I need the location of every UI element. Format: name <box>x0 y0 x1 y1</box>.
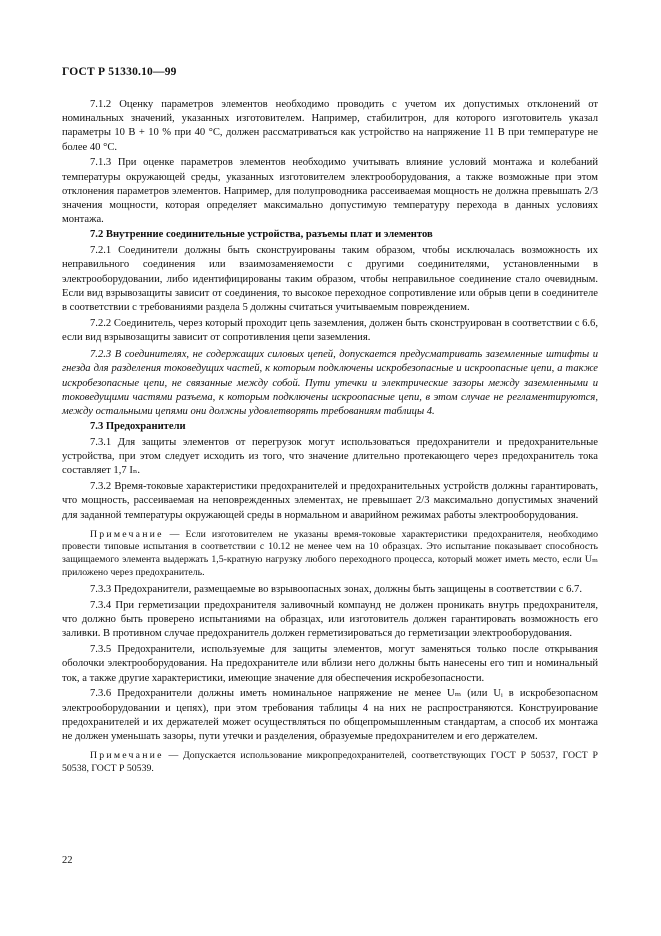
paragraph: 7.1.3 При оценке параметров элементов необходимо учитывать влияние условий монтажа и колебаний температуры окружающей среды, указанных изготовителем электрооборудования, а также возможные при этом отклонения параметров элементов. Например, для полупроводника рассеиваемая мощность не должна превышать 2/3 значения мощности, которая определяет максимально допустимую температуру перехода в данных условиях монтажа. <box>62 157 598 226</box>
paragraph: 7.3.2 Время-токовые характеристики предохранителей и предохранительных устройств должны гарантировать, что мощность, рассеиваемая на неповрежденных элементах, не превышает 2/3 максимально допустимых значений для заданной температуры окружающей среды в нормальном и аварийном режимах работы электрооборудования. <box>62 481 598 521</box>
note-paragraph <box>62 529 598 579</box>
paragraph: 7.3.4 При герметизации предохранителя заливочный компаунд не должен проникать внутрь предохранителя, что должно быть проверено испытаниями на образцах, или изготовитель должен гарантировать возможность его заливки. В противном случае предохранитель должен герметизироваться до герметизации электрооборудования. <box>62 600 598 640</box>
paragraph: 7.3.3 Предохранители, размещаемые во взрывоопасных зонах, должны быть защищены в соответствии с 6.7. <box>90 584 582 596</box>
note-label: Примечание <box>90 528 164 540</box>
page-number: 22 <box>62 855 73 866</box>
italic-paragraph: 7.2.3 В соединителях, не содержащих силовых цепей, допускается предусматривать заземленные штифты и гнезда для разделения токоведущих частей, к которым подключены искробезопасные и искроопасные цепи, а также искробезопасные цепи, не связанные между собой. Пути утечки и электрические зазоры между заземленными и токоведущими частями разъема, к которым подключены искроопасные цепи, в этом случае не регламентируются, между остальными цепями они должны удовлетворять требованиям таблицы 4. <box>62 349 598 418</box>
note-paragraph <box>62 750 598 775</box>
paragraph: 7.1.2 Оценку параметров элементов необходимо проводить с учетом их допустимых отклонений от номинальных значений, указанных изготовителем. Например, стабилитрон, для которого изготовитель указал параметры 10 В + 10 % при 40 °С, должен рассматриваться как устройство на напряжение 11 В при температуре не более 40 °С. <box>62 99 598 153</box>
note-label: Примечание <box>90 750 164 762</box>
document-header: ГОСТ Р 51330.10—99 <box>62 66 177 78</box>
paragraph: 7.3.1 Для защиты элементов от перегрузок могут использоваться предохранители и предохранительные устройства, при этом следует исходить из того, что значение длительно протекающего через предохранитель тока составляет 1,7 Iₙ. <box>62 437 598 477</box>
paragraph: 7.3.6 Предохранители должны иметь номинальное напряжение не менее Uₘ (или Uᵢ в искробезопасном электрооборудовании и цепях), при этом требования таблицы 4 на них не распространяются. Конструирование предохранителей и их держателей может осуществляться по общепромышленным стандартам, а способ их монтажа не должен уменьшать зазоры, пути утечки и разделения, образуемые предохранителем и его держателем. <box>62 688 598 743</box>
document-body <box>62 98 598 779</box>
note-text: — Допускается использование микропредохранителей, соответствующих ГОСТ Р 50537, ГОСТ Р 50538, ГОСТ Р 50539. <box>62 750 599 774</box>
paragraph: 7.3.5 Предохранители, используемые для защиты элементов, могут заменяться только после открывания оболочки электрооборудования. На предохранителе или вблизи него должны быть нанесены его тип и номинальный ток, а также другие характеристики, имеющие значение для обеспечения искробезопасности. <box>62 644 598 684</box>
section-heading: 7.2 Внутренние соединительные устройства, разъемы плат и элементов <box>90 229 433 241</box>
note-text: — Если изготовителем не указаны время-токовые характеристики предохранителя, необходимо провести типовые испытания в соответствии с 10.12 не менее чем на 10 образцах. Это испытание показывает способность защищаемого элемента выдержать 1,5-кратную нагрузку любого переходного процесса, который может иметь место, если Uₘ приложено через предохранитель. <box>62 528 598 578</box>
paragraph: 7.2.2 Соединитель, через который проходит цепь заземления, должен быть сконструирован в соответствии с 6.6, если вид взрывозащиты зависит от сопротивления цепи заземления. <box>62 317 598 344</box>
section-heading: 7.3 Предохранители <box>90 421 186 433</box>
paragraph: 7.2.1 Соединители должны быть сконструированы таким образом, чтобы исключалась возможность их неправильного соединения или взаимозаменяемости с другими соединителями, установленными в электрооборудовании, либо идентифицированы таким образом, чтобы неправильное соединение стало очевидным. Если вид взрывозащиты зависит от соединения, то высокое переходное сопротивление или обрыв цепи в соединителе в соответствии с требованиями раздела 5 должны считаться учитываемым повреждением. <box>62 245 598 314</box>
